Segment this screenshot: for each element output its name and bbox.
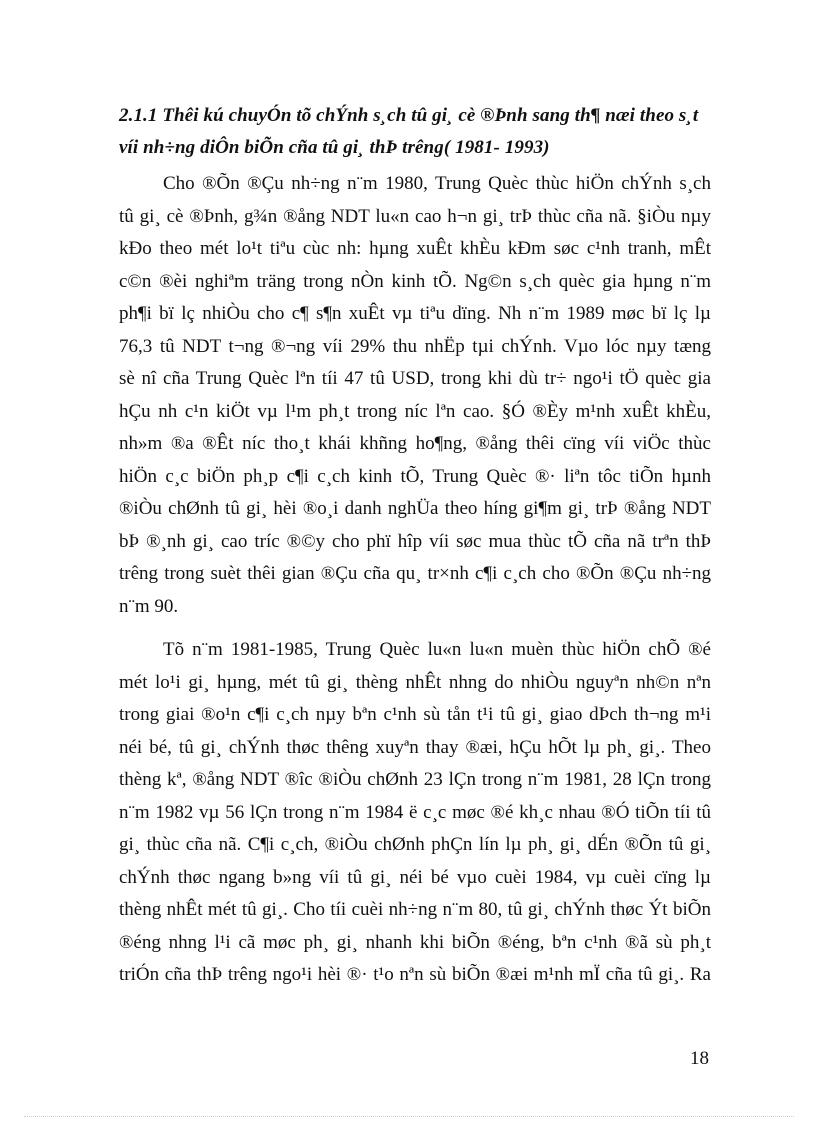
- paragraph-line: thèng kª, ®ång NDT ®îc ®iÒu chØnh 23 lÇn trong n¨m 1981, 28 lÇn trong: [119, 769, 711, 790]
- paragraph-line: gi¸ thùc cña nã. C¶i c¸ch, ®iÒu chØnh phÇn lín lµ ph¸ gi¸ dÉn ®Õn tû gi¸: [119, 834, 711, 855]
- page-bottom-divider: [24, 1116, 794, 1117]
- paragraph-line: Tõ n¨m 1981-1985, Trung Quèc lu«n lu«n muèn thùc hiÖn chÕ ®é: [163, 639, 711, 660]
- paragraph-line: hiÖn c¸c biÖn ph¸p c¶i c¸ch kinh tÕ, Trung Quèc ®· liªn tôc tiÕn hµnh: [119, 465, 711, 487]
- paragraph-line: n¨m 1982 vµ 56 lÇn trong n¨m 1984 ë c¸c møc ®é kh¸c nhau ®Ó tiÕn tíi tû: [119, 801, 711, 823]
- heading-line: 2.1.1 Thêi kú chuyÓn tõ chÝnh s¸ch tû gi¸ cè ®Þnh sang th¶ næi theo s¸t: [119, 105, 699, 126]
- paragraph-line: mét lo¹i gi¸ hµng, mét tû gi¸ thèng nhÊt nhng do nhiÒu nguyªn nh©n nªn: [119, 671, 711, 693]
- paragraph-line: trêng trong suèt thêi gian ®Çu cña qu¸ tr×nh c¶i c¸ch cho ®Õn ®Çu nh÷ng: [119, 563, 711, 584]
- paragraph-line: sè nî cña Trung Quèc lªn tíi 47 tû USD, trong khi dù tr÷ ngo¹i tÖ quèc gia: [119, 368, 711, 389]
- body-text: [119, 168, 711, 992]
- paragraph-line: c©n ®èi nghiªm träng trong nÒn kinh tÕ. Ng©n s¸ch quèc gia hµng n¨m: [119, 270, 711, 292]
- paragraph-line: néi bé, tû gi¸ chÝnh thøc thêng xuyªn thay ®æi, hÇu hÕt lµ ph¸ gi¸. Theo: [119, 736, 711, 758]
- paragraph-line: ®éng nhng l¹i cã møc ph¸ gi¸ nhanh khi biÕn ®éng, bªn c¹nh ®ã sù ph¸t: [119, 931, 711, 953]
- page-number: 18: [690, 1048, 709, 1069]
- paragraph-line: thèng nhÊt mét tû gi¸. Cho tíi cuèi nh÷ng n¨m 80, tû gi¸ chÝnh thøc Ýt biÕn: [119, 899, 711, 920]
- paragraph-line: chÝnh thøc ngang b»ng víi tû gi¸ néi bé vµo cuèi 1984, vµ cuèi cïng lµ: [119, 866, 711, 888]
- paragraph-line: trong giai ®o¹n c¶i c¸ch nµy bªn c¹nh sù tån t¹i tû gi¸ giao dÞch th¬ng m¹i: [119, 704, 711, 725]
- paragraph: [119, 168, 711, 623]
- paragraph-line: n¨m 90.: [119, 595, 179, 617]
- paragraph: [119, 634, 711, 992]
- paragraph-line: hÇu nh c¹n kiÖt vµ l¹m ph¸t trong níc lªn cao. §Ó ®Èy m¹nh xuÊt khÈu,: [119, 400, 711, 422]
- paragraph-line: Cho ®Õn ®Çu nh÷ng n¨m 1980, Trung Quèc thùc hiÖn chÝnh s¸ch: [163, 173, 711, 194]
- paragraph-line: ph¶i bï lç nhiÒu cho c¶ s¶n xuÊt vµ tiªu dïng. Nh n¨m 1989 møc bï lç lµ: [119, 303, 711, 324]
- paragraph-line: tû gi¸ cè ®Þnh, g¾n ®ång NDT lu«n cao h¬n gi¸ trÞ thùc cña nã. §iÒu nµy: [119, 205, 711, 227]
- paragraph-line: bÞ ®¸nh gi¸ cao tríc ®©y cho phï hîp víi søc mua thùc tÕ cña nã trªn thÞ: [119, 530, 711, 552]
- heading-line: víi nh÷ng diÔn biÕn cña tû gi¸ thÞ trêng( 1981- 1993): [119, 137, 550, 158]
- paragraph-line: ®iÒu chØnh tû gi¸ hèi ®o¸i danh nghÜa theo híng gi¶m gi¸ trÞ ®ång NDT: [119, 498, 711, 519]
- section-heading: [119, 100, 719, 164]
- paragraph-line: kÐo theo mét lo¹t tiªu cùc nh: hµng xuÊt khÈu kÐm søc c¹nh tranh, mÊt: [119, 238, 711, 259]
- paragraph-line: 76,3 tû NDT t¬ng ®¬ng víi 29% thu nhËp tµi chÝnh. Vµo lóc nµy tæng: [119, 335, 711, 357]
- paragraph-line: triÓn cña thÞ trêng ngo¹i hèi ®· t¹o nªn sù biÕn ®æi m¹nh mÏ cña tû gi¸. Ra: [119, 964, 711, 985]
- paragraph-line: nh»m ®a ®Êt níc tho¸t khái khñng ho¶ng, ®ång thêi cïng víi viÖc thùc: [119, 433, 711, 454]
